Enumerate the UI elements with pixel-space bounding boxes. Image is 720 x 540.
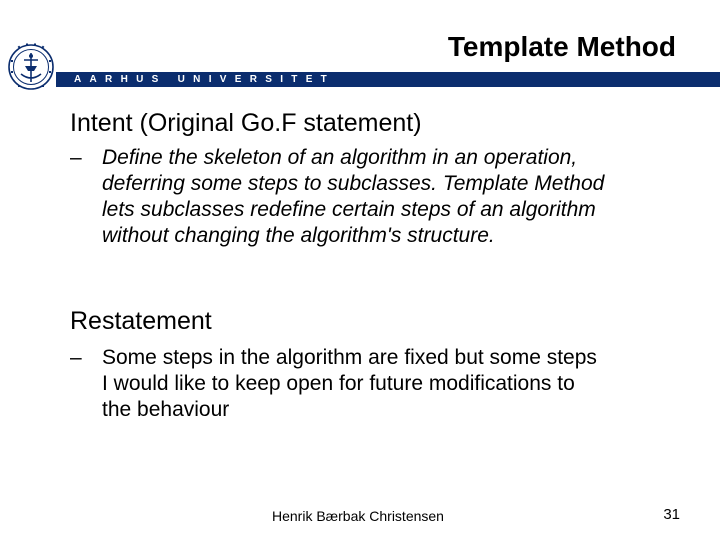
footer-author: Henrik Bærbak Christensen <box>272 508 444 524</box>
dash-bullet: – <box>70 146 82 169</box>
section-heading-intent: Intent (Original Go.F statement) <box>70 109 422 137</box>
sub-bullet-intent <box>70 145 710 255</box>
restatement-text: Some steps in the algorithm are fixed but some steps I would like to keep open for future modifications to the behaviour <box>102 346 597 421</box>
university-name: AARHUS UNIVERSITET <box>74 74 336 85</box>
page-number: 31 <box>663 506 680 523</box>
dash-bullet: – <box>70 346 82 369</box>
university-seal-icon <box>6 38 56 96</box>
sub-bullet-restatement <box>70 345 710 430</box>
slide-title: Template Method <box>447 31 676 62</box>
section-heading-restatement: Restatement <box>70 307 212 335</box>
intent-text: Define the skeleton of an algorithm in an operation, deferring some steps to subclasses. Template Method lets subclasses redefine certain steps of an algorithm without changing the algorithm's structure. <box>102 146 605 247</box>
